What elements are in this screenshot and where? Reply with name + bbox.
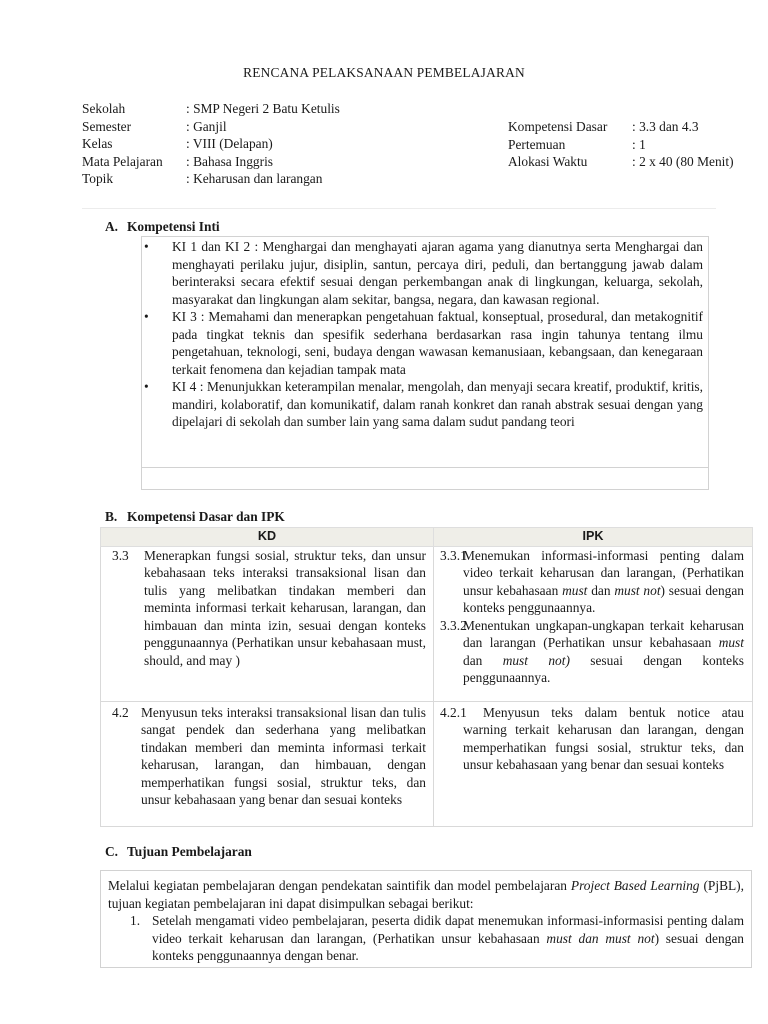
tujuan-content <box>108 877 744 965</box>
ipk-emphasis: must not) <box>502 652 570 668</box>
identity-label: Pertemuan <box>508 136 566 152</box>
section-a-heading <box>105 218 220 236</box>
ipk-item <box>440 547 744 617</box>
ipk-text: dan <box>463 652 503 668</box>
list-item <box>143 308 703 378</box>
tujuan-emphasis: not <box>637 930 655 946</box>
identity-value: : Bahasa Inggris <box>186 153 274 169</box>
identity-label: Kelas <box>82 136 113 151</box>
tujuan-text: Melalui kegiatan pembelajaran dengan pendekatan saintifik dan model pembelajaran <box>108 878 571 893</box>
identity-label: Kompetensi Dasar <box>508 119 608 134</box>
ipk-emphasis: must <box>562 582 588 598</box>
identity-label: Alokasi Waktu <box>508 154 588 169</box>
identity-label: Topik <box>82 171 114 186</box>
section-letter: B. <box>105 509 118 524</box>
kd-number: 3.3 <box>112 547 129 563</box>
identity-value: : 2 x 40 (80 Menit) <box>632 154 734 169</box>
bullet-icon: • <box>144 239 149 254</box>
tujuan-emphasis: Project Based Learning <box>570 878 700 893</box>
ipk-text: ) sesuai dengan konteks penggunaannya. <box>463 582 744 615</box>
section-title: Kompetensi Inti <box>127 219 220 234</box>
table-header-row <box>101 528 753 547</box>
tujuan-intro <box>108 877 744 912</box>
identity-value: : Keharusan dan larangan <box>186 171 323 186</box>
tujuan-emphasis: must dan must <box>546 930 631 946</box>
section-c-heading <box>105 843 252 861</box>
identity-left <box>82 100 340 188</box>
ipk-text: Menentukan ungkapan-ungkapan terkait keharusan dan larangan (Perhatikan unsur kebahasaan <box>463 617 744 650</box>
kd-number: 4.2 <box>112 704 129 720</box>
tujuan-text: (PjBL), tujuan kegiatan pembelajaran ini dapat disimpulkan sebagai berikut: <box>108 878 744 911</box>
ki-text: KI 1 dan KI 2 : Menghargai dan menghayati ajaran agama yang dianutnya serta Menghargai dan menghayati perilaku jujur, disiplin, santun, percaya diri, peduli, dan bertanggung jawab dalam berinteraksi secara efektif sesuai dengan perkembangan anak di lingkungan, keluarga, sekolah, masyarakat dan lingkungan alam sekitar, bangsa, negara, dan kawasan regional. <box>172 239 703 307</box>
kd-text: Menyusun teks interaksi transaksional lisan dan tulis sangat pendek dan sederhana yang melibatkan tindakan memberi dan meminta informasi terkait keharusan, larangan, dan himbauan, dengan memperhatikan fungsi sosial, struktur teks, dan unsur kebahasaan yang benar dan sesuai konteks <box>141 704 426 807</box>
table-cell-kd <box>101 701 434 826</box>
table-row <box>101 546 753 701</box>
list-item <box>143 238 703 308</box>
ipk-text: Menyusun teks dalam bentuk notice atau warning terkait keharusan dan larangan, dengan memperhatikan fungsi sosial, struktur teks, dan unsur kebahasaan yang benar dan sesuai konteks <box>463 704 744 772</box>
tujuan-number: 1. <box>130 913 141 928</box>
identity-value: : 1 <box>632 136 646 152</box>
ipk-item <box>440 704 744 774</box>
identity-value: : SMP Negeri 2 Batu Ketulis <box>186 101 340 116</box>
tujuan-text: ) sesuai dengan konteks penggunaannya dengan benar. <box>152 930 744 963</box>
identity-label: Sekolah <box>82 101 126 116</box>
divider <box>82 208 716 209</box>
identity-row-semester <box>82 118 340 136</box>
section-title: Kompetensi Dasar dan IPK <box>127 509 285 524</box>
ipk-emphasis: must <box>718 635 744 650</box>
ipk-number: 3.3.2 <box>440 617 467 633</box>
section-b-heading <box>105 508 285 526</box>
list-item <box>108 912 744 965</box>
ipk-emphasis: must not <box>614 582 661 598</box>
ki-text: KI 4 : Menunjukkan keterampilan menalar, mengolah, dan menyaji secara kreatif, produktif, kritis, mandiri, kolaboratif, dan komunikatif, dalam ranah konkret dan ranah abstrak sesuai dengan yang dipelajari di sekolah dan sumber lain yang sama dalam sudut pandang teori <box>172 379 703 429</box>
table-cell-ipk <box>434 546 753 701</box>
tujuan-text: Setelah mengamati video pembelajaran, peserta didik dapat menemukan informasi-informasisi penting dalam video terkait keharusan dan larangan, (Perhatikan unsur kebahasaan <box>152 913 744 946</box>
bullet-icon: • <box>144 309 149 324</box>
kd-item <box>112 704 426 809</box>
column-header-ipk: IPK <box>434 528 753 547</box>
kd-item <box>112 547 426 670</box>
kompetensi-inti-list <box>143 238 703 431</box>
ipk-number: 4.2.1 <box>440 704 467 720</box>
identity-row-alokasi-waktu <box>508 153 734 171</box>
table-cell-ipk <box>434 701 753 826</box>
section-letter: A. <box>105 219 119 234</box>
section-letter: C. <box>105 844 119 859</box>
list-item <box>143 378 703 431</box>
ipk-number: 3.3.1 <box>440 547 467 563</box>
bullet-icon: • <box>144 379 149 394</box>
identity-right <box>508 118 734 171</box>
identity-row-topik <box>82 170 340 188</box>
ipk-item <box>440 617 744 687</box>
column-header-kd: KD <box>101 528 434 547</box>
document-title: RENCANA PELAKSANAAN PEMBELAJARAN <box>243 65 525 80</box>
ipk-text: dan <box>587 582 615 598</box>
ipk-text: Menemukan informasi-informasi penting dalam video terkait keharusan dan larangan, (Perhatikan unsur kebahasaan <box>463 547 744 598</box>
identity-value: : 3.3 dan 4.3 <box>632 119 699 134</box>
identity-row-pertemuan <box>508 136 734 154</box>
table-cell-kd <box>101 546 434 701</box>
identity-row-kompetensi-dasar <box>508 118 734 136</box>
identity-row-kelas <box>82 135 340 153</box>
identity-value: : VIII (Delapan) <box>186 136 273 151</box>
kd-ipk-table <box>100 527 753 827</box>
identity-value: : Ganjil <box>186 118 227 134</box>
identity-label: Semester <box>82 118 132 134</box>
identity-row-sekolah <box>82 100 340 118</box>
identity-row-mata-pelajaran <box>82 153 340 171</box>
section-title: Tujuan Pembelajaran <box>127 844 252 859</box>
identity-label: Mata Pelajaran <box>82 153 163 169</box>
table-row <box>101 701 753 826</box>
ipk-text: sesuai dengan konteks penggunaannya. <box>463 652 744 685</box>
ki-text: KI 3 : Memahami dan menerapkan pengetahuan faktual, konseptual, prosedural, dan metakognitif pada tingkat teknis dan spesifik sederhana berdasarkan rasa ingin tahunya tentang ilmu pengetahuan, teknologi, seni, budaya dengan wawasan kemanusiaan, kebangsaan, dan kenegaraan terkait fenomena dan kejadian tampak mata <box>172 309 703 377</box>
kd-text: Menerapkan fungsi sosial, struktur teks, dan unsur kebahasaan teks interaksi transaksional lisan dan tulis yang melibatkan tindakan memberi dan meminta informasi terkait keharusan, larangan, dan himbauan dan minta izin, sesuai dengan konteks penggunaannya (Perhatikan unsur kebahasaan must, should, and may ) <box>144 547 426 668</box>
